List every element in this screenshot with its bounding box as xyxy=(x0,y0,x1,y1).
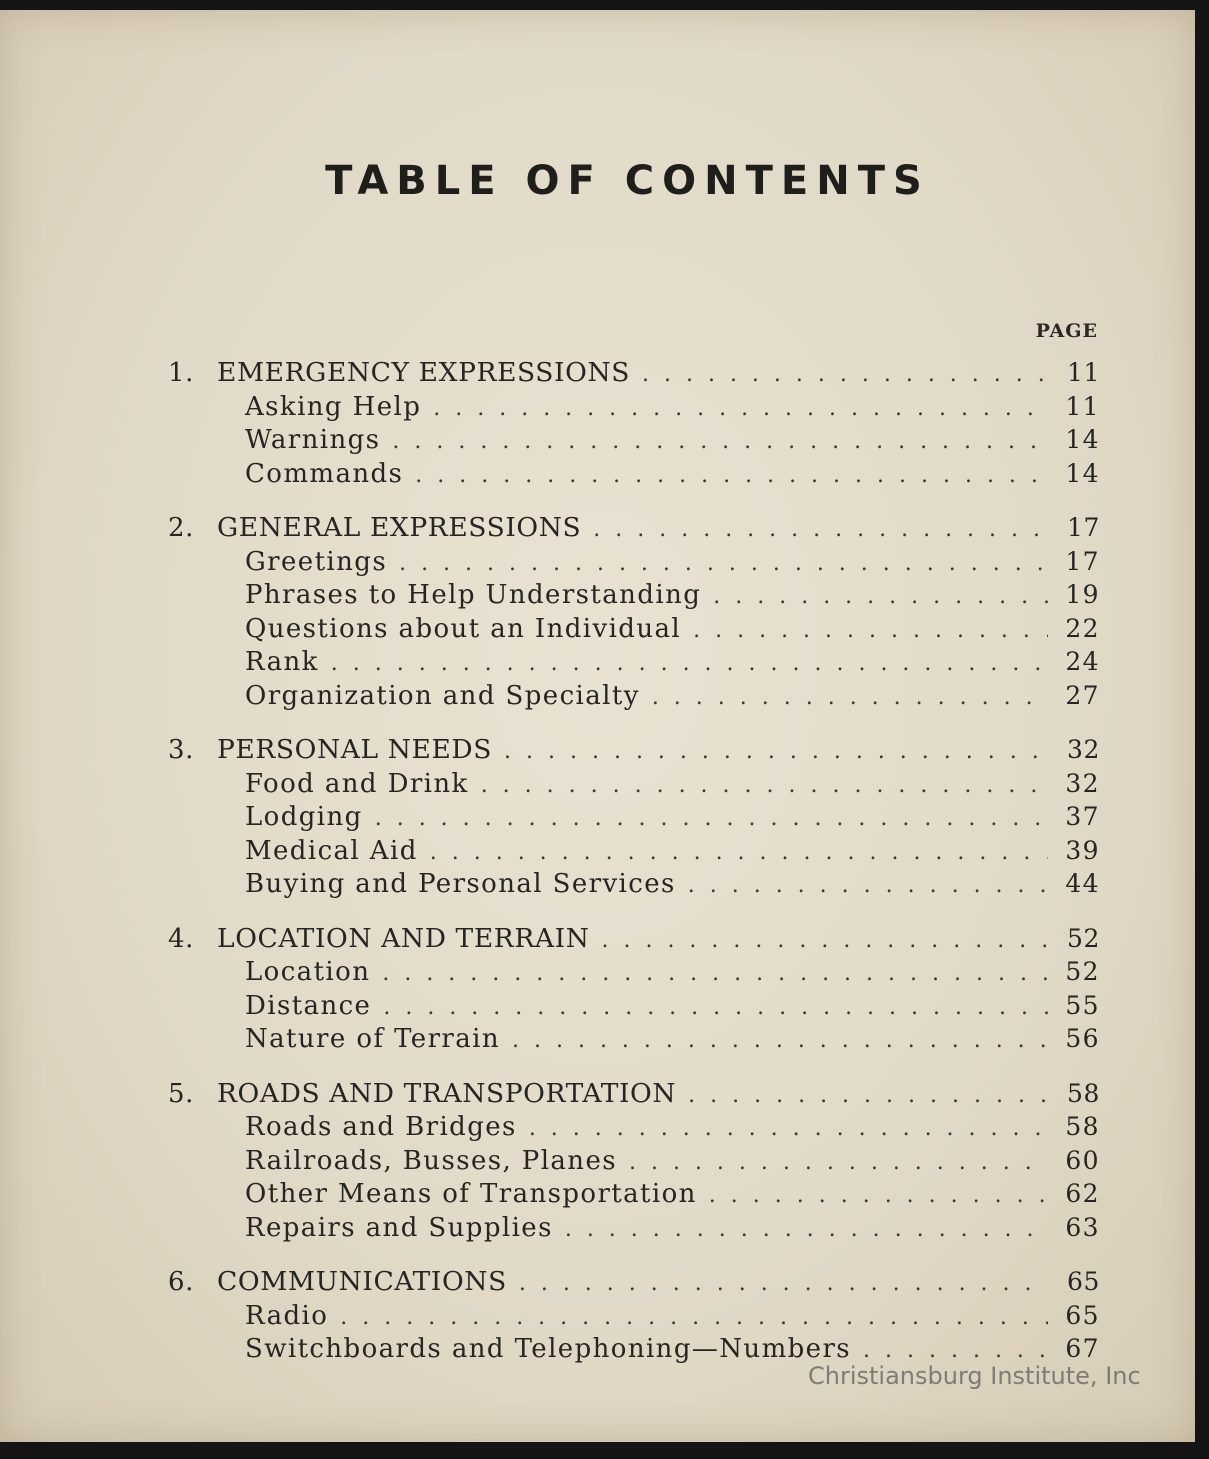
page-number: 60 xyxy=(1065,1145,1100,1175)
section-number: 5. xyxy=(168,1078,195,1109)
toc-section xyxy=(168,1265,1100,1366)
dot-leader xyxy=(481,769,1048,803)
section-number: 6. xyxy=(168,1267,195,1297)
entry-label: Phrases to Help Understanding xyxy=(245,580,702,610)
entry-label: Radio xyxy=(245,1300,329,1331)
dot-leader xyxy=(433,392,1048,426)
page-number: 44 xyxy=(1065,869,1100,898)
page-number: 17 xyxy=(1066,513,1100,542)
dot-leader xyxy=(565,1213,1048,1247)
toc-entry xyxy=(168,390,1100,424)
dot-leader xyxy=(399,547,1048,581)
dot-leader xyxy=(642,358,1048,392)
page-number: 14 xyxy=(1065,425,1100,454)
dot-leader xyxy=(392,425,1048,459)
toc-entry xyxy=(168,1177,1100,1211)
entry-label: Commands xyxy=(245,458,404,489)
page-number: 52 xyxy=(1065,957,1100,986)
section-title: PERSONAL NEEDS xyxy=(217,734,493,765)
entry-label: Warnings xyxy=(245,425,381,455)
toc-section xyxy=(168,511,1100,712)
dot-leader xyxy=(512,1024,1048,1058)
dot-leader xyxy=(382,957,1048,991)
page-number: 19 xyxy=(1065,580,1100,609)
toc-section-heading xyxy=(168,356,1100,390)
page-number: 27 xyxy=(1065,680,1100,710)
toc-entry xyxy=(168,545,1100,579)
entry-label: Organization and Specialty xyxy=(245,680,640,711)
toc-entry xyxy=(168,645,1100,679)
section-title: GENERAL EXPRESSIONS xyxy=(217,512,582,543)
toc-section-heading xyxy=(168,1265,1100,1299)
dot-leader xyxy=(652,681,1048,715)
page-number: 17 xyxy=(1065,546,1100,576)
entry-label: Lodging xyxy=(245,802,363,832)
contents-list xyxy=(168,356,1100,1387)
entry-label: Repairs and Supplies xyxy=(245,1212,553,1243)
page-number: 22 xyxy=(1065,613,1100,643)
entry-label: Greetings xyxy=(245,546,388,577)
entry-label: Nature of Terrain xyxy=(245,1024,500,1054)
entry-label: Questions about an Individual xyxy=(245,613,682,644)
toc-entry xyxy=(168,423,1100,457)
page-number: 58 xyxy=(1065,1112,1100,1141)
toc-section-heading xyxy=(168,922,1100,956)
toc-entry xyxy=(168,1299,1100,1333)
page-number: 62 xyxy=(1065,1179,1100,1208)
entry-label: Other Means of Transportation xyxy=(245,1179,697,1209)
page-number: 52 xyxy=(1066,923,1100,953)
dot-leader xyxy=(601,924,1048,958)
page-number: 14 xyxy=(1065,458,1100,488)
toc-section-heading xyxy=(168,511,1100,545)
dot-leader xyxy=(529,1112,1048,1146)
dot-leader xyxy=(504,735,1048,769)
page-number: 55 xyxy=(1065,990,1100,1020)
section-title: EMERGENCY EXPRESSIONS xyxy=(217,357,630,388)
entry-label: Asking Help xyxy=(245,391,422,422)
toc-entry xyxy=(168,1110,1100,1144)
dot-leader xyxy=(688,1079,1048,1113)
section-title: COMMUNICATIONS xyxy=(217,1266,507,1297)
dot-leader xyxy=(331,647,1048,681)
toc-section-heading xyxy=(168,1077,1100,1111)
dot-leader xyxy=(340,1301,1048,1335)
dot-leader xyxy=(629,1146,1048,1180)
page-number: 56 xyxy=(1065,1024,1100,1053)
entry-label: Switchboards and Telephoning—Numbers xyxy=(245,1334,852,1364)
entry-label: Buying and Personal Services xyxy=(245,869,676,899)
toc-entry xyxy=(168,955,1100,989)
toc-section xyxy=(168,733,1100,901)
entry-label: Roads and Bridges xyxy=(245,1112,517,1142)
page-number: 32 xyxy=(1066,735,1100,764)
page-number: 67 xyxy=(1065,1334,1100,1363)
dot-leader xyxy=(430,836,1048,870)
section-number: 4. xyxy=(168,923,195,954)
toc-entry xyxy=(168,457,1100,491)
toc-entry xyxy=(168,834,1100,868)
entry-label: Distance xyxy=(245,990,372,1021)
toc-entry xyxy=(168,1332,1100,1366)
dot-leader xyxy=(383,991,1048,1025)
toc-entry xyxy=(168,767,1100,801)
page-number: 24 xyxy=(1065,647,1100,676)
toc-entry xyxy=(168,578,1100,612)
page-number: 11 xyxy=(1066,358,1100,387)
page-number: 37 xyxy=(1065,802,1100,831)
toc-entry xyxy=(168,867,1100,901)
page-title: TABLE OF CONTENTS xyxy=(325,158,930,204)
toc-entry xyxy=(168,800,1100,834)
toc-entry xyxy=(168,679,1100,713)
section-number: 3. xyxy=(168,735,195,765)
section-number: 1. xyxy=(168,358,195,388)
section-number: 2. xyxy=(168,513,195,543)
entry-label: Medical Aid xyxy=(245,835,418,866)
dot-leader xyxy=(688,869,1048,903)
toc-section-heading xyxy=(168,733,1100,767)
entry-label: Food and Drink xyxy=(245,768,469,799)
toc-entry xyxy=(168,1211,1100,1245)
toc-entry xyxy=(168,989,1100,1023)
page-column-header: PAGE xyxy=(1035,320,1098,342)
page-number: 65 xyxy=(1066,1267,1100,1296)
dot-leader xyxy=(693,614,1048,648)
page-number: 11 xyxy=(1065,391,1100,421)
page-number: 63 xyxy=(1065,1212,1100,1242)
dot-leader xyxy=(593,513,1048,547)
page-number: 58 xyxy=(1066,1078,1100,1108)
watermark: Christiansburg Institute, Inc xyxy=(808,1362,1141,1390)
toc-entry xyxy=(168,1144,1100,1178)
entry-label: Location xyxy=(245,957,371,987)
toc-entry xyxy=(168,612,1100,646)
page-number: 39 xyxy=(1065,835,1100,865)
page-number: 32 xyxy=(1065,768,1100,798)
page-number: 65 xyxy=(1065,1300,1100,1330)
section-title: LOCATION AND TERRAIN xyxy=(217,922,590,954)
toc-section xyxy=(168,356,1100,490)
section-title: ROADS AND TRANSPORTATION xyxy=(217,1077,677,1109)
dot-leader xyxy=(415,459,1048,493)
entry-label: Rank xyxy=(245,647,319,677)
dot-leader xyxy=(375,802,1048,836)
toc-section xyxy=(168,922,1100,1056)
document-page xyxy=(0,10,1195,1442)
toc-entry xyxy=(168,1022,1100,1056)
toc-section xyxy=(168,1077,1100,1245)
entry-label: Railroads, Busses, Planes xyxy=(245,1145,617,1176)
dot-leader xyxy=(519,1267,1048,1301)
dot-leader xyxy=(713,580,1048,614)
dot-leader xyxy=(709,1179,1048,1213)
